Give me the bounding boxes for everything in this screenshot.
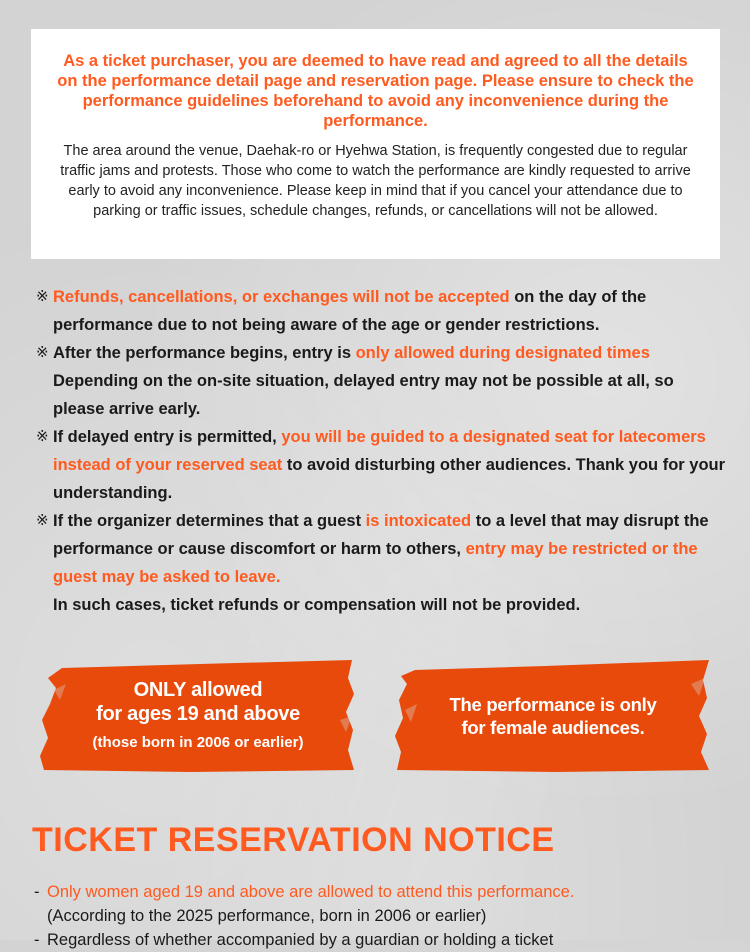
rule-highlight: only allowed during designated times <box>355 344 650 362</box>
reservation-list <box>34 880 724 952</box>
age-restriction-banner <box>40 660 356 772</box>
reference-mark-icon: ※ <box>36 428 49 445</box>
rule-item <box>36 339 726 423</box>
age-line-2: for ages 19 and above <box>96 703 300 725</box>
age-line-1: ONLY allowed <box>133 679 263 701</box>
rule-highlight: is intoxicated <box>365 512 472 530</box>
rule-text: to a level that may disrupt the performance or cause discomfort or harm to others, <box>53 512 709 558</box>
list-item <box>34 928 724 952</box>
reference-mark-icon: ※ <box>36 512 49 529</box>
rule-item <box>36 507 726 591</box>
reservation-highlight: Only women aged 19 and above are allowed to attend this performance. <box>47 883 575 901</box>
reservation-subnote: (According to the 2025 performance, born in 2006 or earlier) <box>47 907 487 925</box>
rule-text: Depending on the on-site situation, delayed entry may not be possible at all, so please arrive early. <box>53 372 674 418</box>
rule-text: After the performance begins, entry is <box>53 344 356 362</box>
rule-item <box>36 283 726 339</box>
dash-bullet: - <box>34 931 40 949</box>
reference-mark-icon: ※ <box>36 288 49 305</box>
dash-bullet: - <box>34 883 40 901</box>
rule-text: on the day of the performance due to not being aware of the age or gender restrictions. <box>53 288 647 334</box>
rule-item <box>36 423 726 507</box>
reference-mark-icon: ※ <box>36 344 49 361</box>
notice-body: The area around the venue, Daehak-ro or Hyehwa Station, is frequently congested due to regular traffic jams and protests. Those who come to watch the performance are kindly requested to arrive early to avoid any inconvenience. Please keep in mind that if you cancel your attendance due to parking or traffic issues, schedule changes, refunds, or cancellations will not be allowed. <box>60 143 691 219</box>
female-only-banner <box>395 660 711 772</box>
section-title: TICKET RESERVATION NOTICE <box>32 821 555 859</box>
female-line-2: for female audiences. <box>461 717 645 738</box>
list-item <box>34 880 724 904</box>
rule-text: to avoid disturbing other audiences. Thank you for your understanding. <box>53 456 726 502</box>
rule-text: If the organizer determines that a guest <box>53 512 366 530</box>
female-line-1: The performance is only <box>449 694 657 715</box>
rule-highlight: Refunds, cancellations, or exchanges will not be accepted <box>53 288 510 306</box>
rules-list <box>36 283 726 619</box>
rule-note: In such cases, ticket refunds or compensation will not be provided. <box>53 596 581 614</box>
reservation-text: Regardless of whether accompanied by a guardian or holding a ticket <box>47 931 554 949</box>
rule-highlight: you will be guided to a designated seat for latecomers instead of your reserved seat <box>53 428 706 474</box>
notice-box <box>31 29 720 259</box>
rule-text: If delayed entry is permitted, <box>53 428 282 446</box>
notice-headline: As a ticket purchaser, you are deemed to have read and agreed to all the details on the performance detail page and reservation page. Please ensure to check the performance guidelines beforehand to avoid any inconvenience during the performance. <box>57 52 694 130</box>
age-line-3: (those born in 2006 or earlier) <box>92 734 304 751</box>
rule-highlight: entry may be restricted or the guest may be asked to leave. <box>53 540 698 586</box>
